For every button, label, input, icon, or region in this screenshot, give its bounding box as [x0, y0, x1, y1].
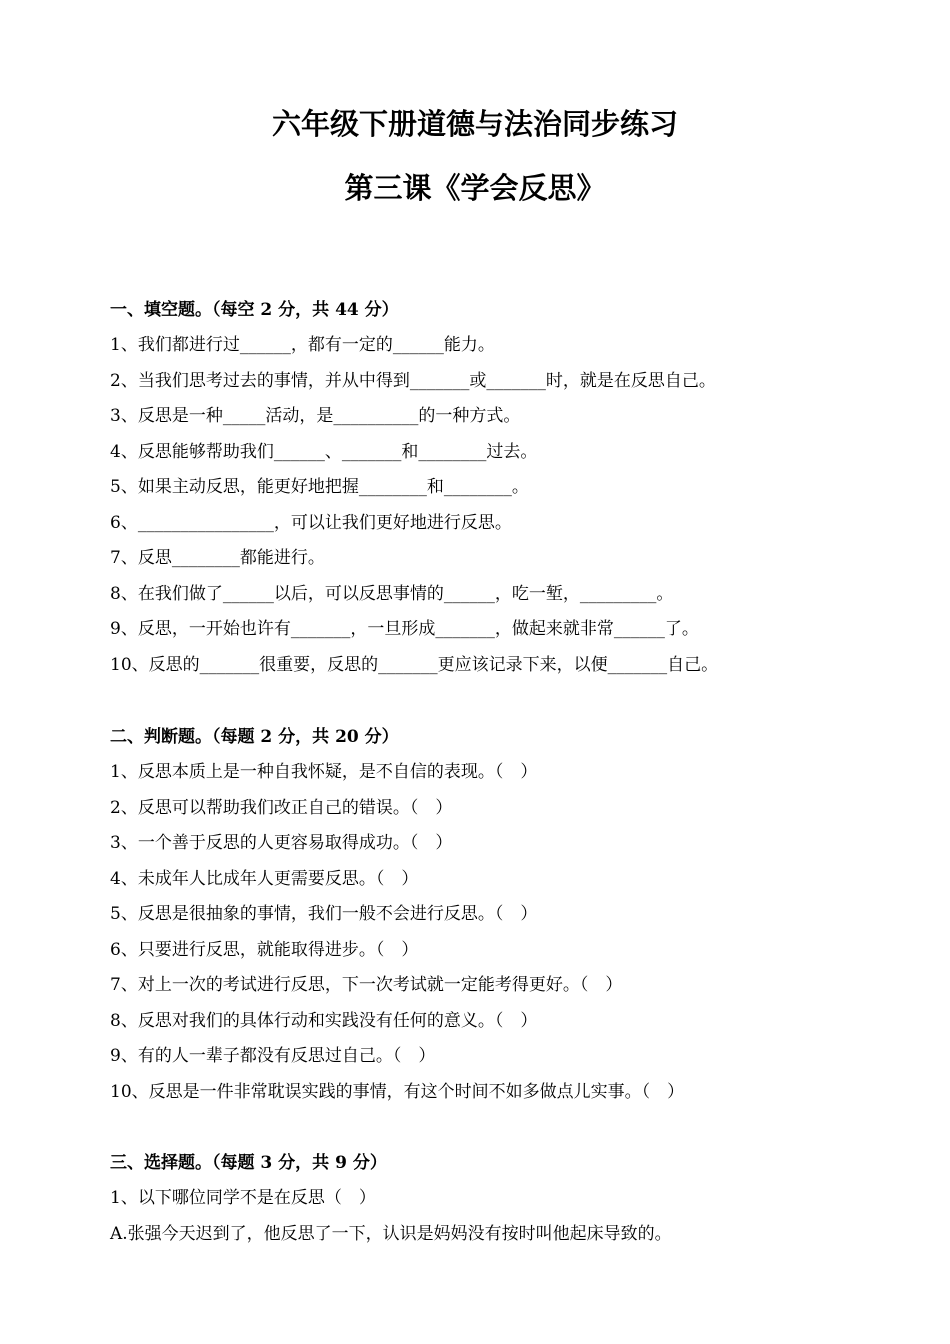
question-item: 3、反思是一种_____活动，是__________的一种方式。	[110, 406, 521, 426]
question-item: 1、反思本质上是一种自我怀疑，是不自信的表现。（ ）	[110, 762, 538, 782]
question-item: 2、反思可以帮助我们改正自己的错误。（ ）	[110, 797, 453, 818]
question-item: 10、反思是一件非常耽误实践的事情，有这个时间不如多做点儿实事。（ ）	[110, 1081, 685, 1102]
question-item: 8、在我们做了______以后，可以反思事情的______，吃一堑，_________。	[110, 583, 674, 604]
section-fill-in-blanks	[110, 292, 890, 683]
question-item: 9、反思，一开始也许有_______，一旦形成_______，做起来就非常______了。	[110, 619, 699, 639]
section-true-false	[110, 719, 890, 1110]
question-item: 4、反思能够帮助我们______、_______和________过去。	[110, 441, 538, 462]
section-heading: 一、填空题。（每空 2 分，共 44 分）	[110, 300, 399, 320]
page-subtitle: 第三课《学会反思》	[344, 171, 606, 205]
question-item: 10、反思的_______很重要，反思的_______更应该记录下来，以便_______自己。	[110, 654, 719, 675]
question-item: 8、反思对我们的具体行动和实践没有任何的意义。（ ）	[110, 1010, 538, 1031]
question-item: 3、一个善于反思的人更容易取得成功。（ ）	[110, 833, 453, 853]
question-item: 7、反思________都能进行。	[110, 548, 325, 568]
question-item: 4、未成年人比成年人更需要反思。（ ）	[110, 868, 419, 889]
page-title: 六年级下册道德与法治同步练习	[271, 107, 678, 141]
question-item: 1、我们都进行过______，都有一定的______能力。	[110, 335, 495, 355]
question-item: 6、只要进行反思，就能取得进步。（ ）	[110, 939, 419, 960]
question-item: 7、对上一次的考试进行反思，下一次考试就一定能考得更好。（ ）	[110, 975, 623, 995]
section-heading: 三、选择题。（每题 3 分，共 9 分）	[110, 1153, 387, 1173]
question-item: 5、反思是很抽象的事情，我们一般不会进行反思。（ ）	[110, 904, 538, 924]
section-heading: 二、判断题。（每题 2 分，共 20 分）	[110, 727, 399, 747]
question-item: 9、有的人一辈子都没有反思过自己。（ ）	[110, 1046, 436, 1066]
question-item: 5、如果主动反思，能更好地把握________和________。	[110, 477, 529, 497]
question-item: 6、________________，可以让我们更好地进行反思。	[110, 512, 512, 533]
question-item: 1、以下哪位同学不是在反思（ ）	[110, 1188, 376, 1208]
section-multiple-choice	[110, 1145, 890, 1252]
choice-option: A.张强今天迟到了，他反思了一下，认识是妈妈没有按时叫他起床导致的。	[110, 1223, 672, 1244]
question-item: 2、当我们思考过去的事情，并从中得到_______或_______时，就是在反思自己。	[110, 370, 716, 391]
